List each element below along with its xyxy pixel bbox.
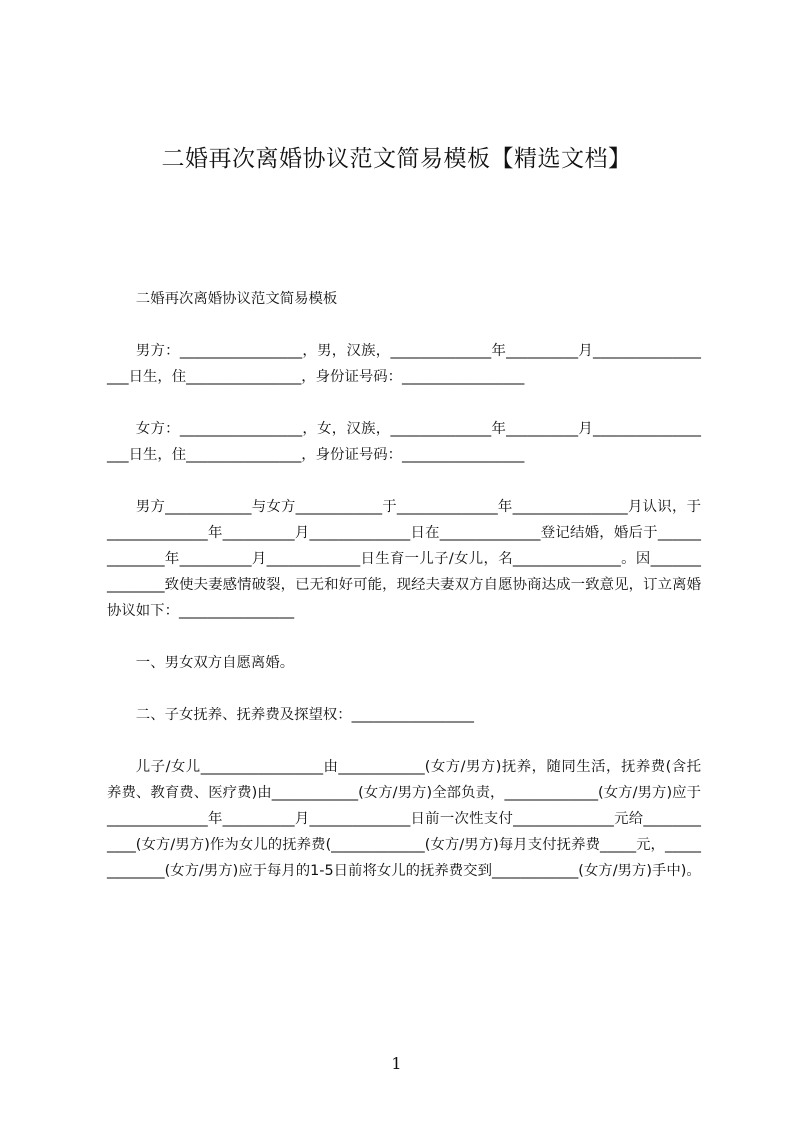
spacer xyxy=(107,390,701,416)
paragraph-male-party: 男方：_________________，男，汉族，______________年__________月__________________日生，住________________，身份证号码：_________________ xyxy=(107,343,701,385)
paragraph-child-custody: 儿子/女儿_________________由____________(女方/男方)抚养，随同生活，抚养费(含托养费、教育费、医疗费)由____________(女方/男方)全部负责，_____________(女方/男方)应于______________年__________月______________日前一次性支付______________元给____________(女方/男方)作为女儿的抚养费(_____________(女方/男方)每月支付抚养费_____元，_____________(女方/男方)应于每月的1-5日前将女儿的抚养费交到____________(女方/男方)手中)。 xyxy=(107,759,701,879)
clause-1: 一、男女双方自愿离婚。 xyxy=(135,655,295,671)
spacer xyxy=(107,624,701,650)
clause-2: 二、子女抚养、抚养费及探望权：_________________ xyxy=(135,707,474,723)
subtitle: 二婚再次离婚协议范文简易模板 xyxy=(135,291,338,307)
spacer xyxy=(107,676,701,702)
spacer xyxy=(107,728,701,754)
paragraph-marriage-history: 男方____________与女方____________于______________年________________月认识，于______________年__________月______________日在______________登记结婚，婚后于______________年__________月_____________日生育一儿子/女儿，名_______________。因_______________致使夫妻感情破裂，已无和好可能，现经夫妻双方自愿协商达成一致意见，订立离婚协议如下：________________ xyxy=(107,499,701,619)
spacer xyxy=(107,312,701,338)
paragraph-female-party: 女方：_________________，女，汉族，______________年__________月__________________日生，住________________，身份证号码：_________________ xyxy=(107,421,701,463)
page-number: 1 xyxy=(391,1054,402,1073)
spacer xyxy=(107,468,701,494)
document-body xyxy=(107,286,701,884)
document-title: 二婚再次离婚协议范文简易模板【精选文档】 xyxy=(161,146,632,172)
